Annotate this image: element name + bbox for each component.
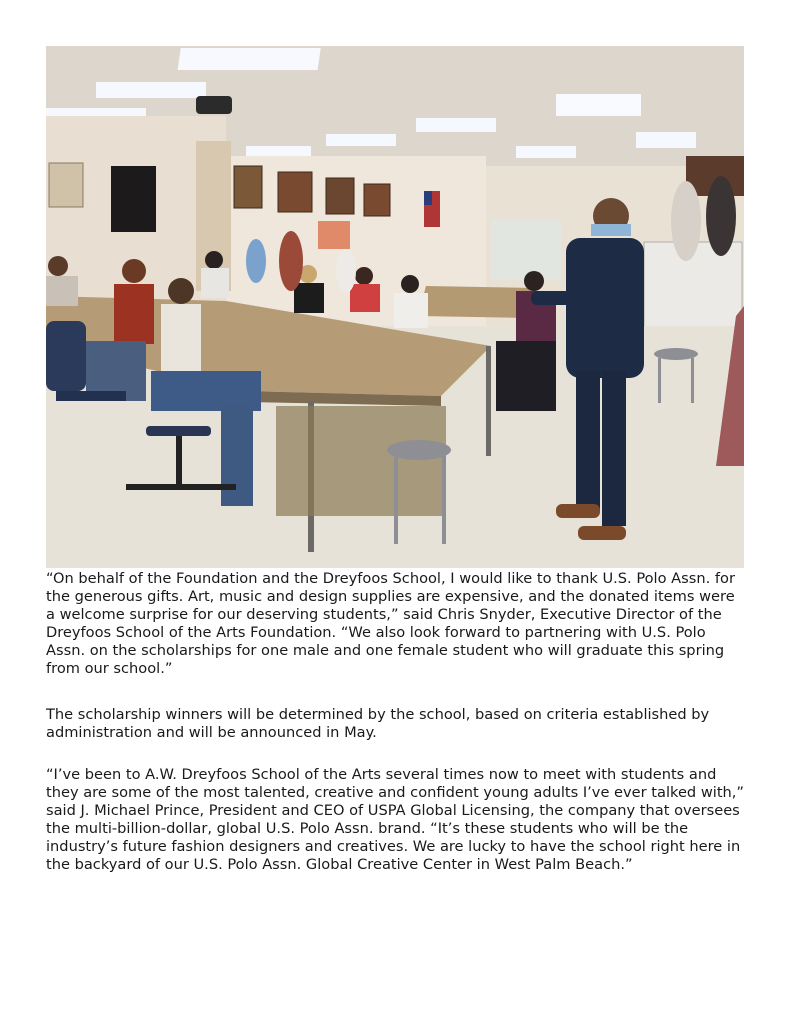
paragraph-3: “I’ve been to A.W. Dreyfoos School of the Arts several times now to meet with students and they are some of the most talented, creative and confident young adults I’ve ever talked with,” said J. Michael Prince, President and CEO of USPA Global Licensing, the company that oversees the multi-billion-dollar, global U.S. Polo Assn. brand. “It’s these students who will be the industry’s future fashion designers and creatives. We are lucky to have the school right here in the backyard of our U.S. Polo Assn. Global Creative Center in West Palm Beach.” [46,766,744,873]
paragraph-1: “On behalf of the Foundation and the Dreyfoos School, I would like to thank U.S. Polo Assn. for the generous gifts. Art, music and design supplies are expensive, and the donated items were a welcome surprise for our deserving students,” said Chris Snyder, Executive Director of the Dreyfoos School of the Arts Foundation. “We also look forward to partnering with U.S. Polo Assn. on the scholarships for one male and one female student who will graduate this spring from our school.” [46,570,735,677]
classroom-photo [46,46,744,568]
paragraph-2: The scholarship winners will be determined by the school, based on criteria established by administration and will be announced in May. [46,706,710,741]
